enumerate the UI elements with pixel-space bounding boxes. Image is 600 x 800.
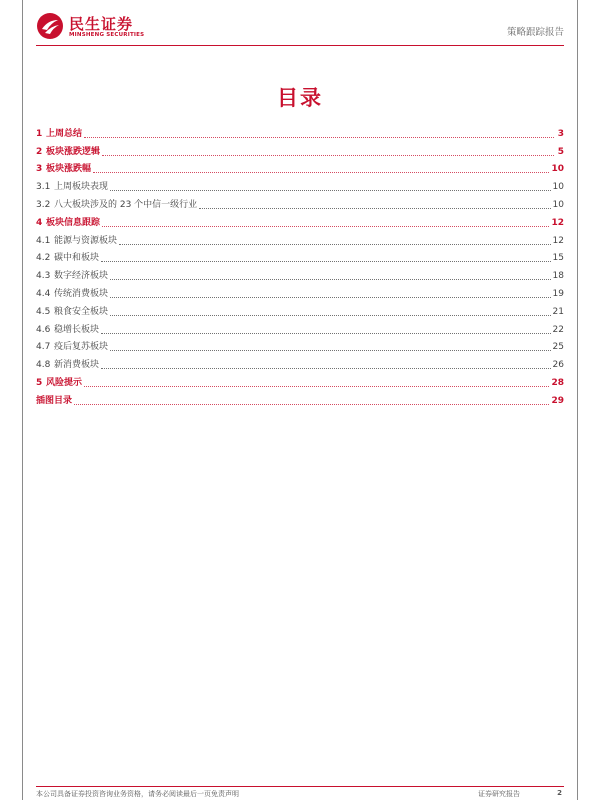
toc-dot-leader — [102, 226, 549, 227]
toc-dot-leader — [110, 297, 551, 298]
toc-entry-page: 15 — [552, 253, 564, 264]
toc-entry-number: 4.2 — [36, 253, 51, 264]
toc-entry-number: 4.6 — [36, 324, 51, 335]
toc-entry-number: 1 — [36, 128, 43, 139]
toc-entry-number: 4.3 — [36, 271, 51, 282]
toc-entry-page: 12 — [552, 235, 564, 246]
toc-dot-leader — [84, 386, 549, 387]
toc-entry-label: 上周板块表现 — [54, 182, 109, 193]
toc-entry-page: 18 — [552, 271, 564, 282]
toc-entry-label: 板块信息跟踪 — [46, 217, 101, 228]
report-type-label: 策略跟踪报告 — [506, 27, 564, 38]
toc-entry-label: 数字经济板块 — [54, 271, 109, 282]
toc-entry-page: 25 — [552, 342, 564, 353]
toc-dot-leader — [101, 333, 551, 334]
toc-entry-label: 风险提示 — [46, 377, 83, 388]
toc-entry-number: 5 — [36, 377, 43, 388]
toc-entry-page: 10 — [552, 182, 564, 193]
toc-entry-page: 10 — [552, 199, 564, 210]
toc-entry-label: 稳增长板块 — [54, 324, 100, 335]
toc-entry-page: 5 — [557, 146, 564, 157]
toc-entry-page: 28 — [551, 377, 564, 388]
page-header — [36, 10, 564, 44]
toc-entry-label: 传统消费板块 — [54, 288, 109, 299]
toc-entry[interactable] — [36, 158, 564, 176]
toc-entry[interactable] — [36, 193, 564, 211]
toc-entry[interactable] — [36, 211, 564, 229]
toc-entry[interactable] — [36, 175, 564, 193]
toc-title: 目录 — [277, 86, 323, 110]
toc-entry-page: 29 — [551, 395, 564, 406]
toc-entry-page: 21 — [552, 306, 564, 317]
toc-entry-label: 八大板块涉及的 23 个中信一级行业 — [54, 199, 198, 210]
toc-entry[interactable] — [36, 371, 564, 389]
toc-entry-page: 19 — [552, 288, 564, 299]
toc-entry-number: 4.8 — [36, 360, 51, 371]
toc-entry[interactable] — [36, 282, 564, 300]
toc-entry-label: 插图目录 — [36, 395, 73, 406]
toc-entry-number: 3 — [36, 164, 43, 175]
toc-dot-leader — [74, 404, 549, 405]
toc-dot-leader — [110, 279, 551, 280]
toc-entry-label: 板块涨跌幅 — [46, 164, 92, 175]
toc-entry-number: 4.1 — [36, 235, 51, 246]
toc-entry[interactable] — [36, 229, 564, 247]
toc-entry-label: 碳中和板块 — [54, 253, 100, 264]
toc-entry[interactable] — [36, 389, 564, 407]
toc-entry[interactable] — [36, 336, 564, 354]
company-logo — [36, 12, 156, 42]
footer-disclaimer: 本公司具备证券投资咨询业务资格，请务必阅读最后一页免责声明 — [36, 790, 239, 798]
header-divider — [36, 45, 564, 46]
toc-dot-leader — [101, 368, 551, 369]
toc-entry-page: 12 — [551, 217, 564, 228]
toc-entry[interactable] — [36, 264, 564, 282]
toc-dot-leader — [110, 350, 551, 351]
page-number: 2 — [557, 789, 562, 797]
toc-entry[interactable] — [36, 300, 564, 318]
toc-dot-leader — [93, 172, 549, 173]
toc-entry-page: 22 — [552, 324, 564, 335]
footer-report-label: 证券研究报告 — [478, 790, 520, 798]
toc-dot-leader — [119, 244, 551, 245]
toc-entry-number: 4.5 — [36, 306, 51, 317]
toc-dot-leader — [84, 137, 554, 138]
toc-entry-label: 上周总结 — [46, 128, 83, 139]
toc-dot-leader — [101, 261, 551, 262]
toc-entry[interactable] — [36, 353, 564, 371]
toc-dot-leader — [110, 315, 551, 316]
toc-entry-label: 板块涨跌逻辑 — [46, 146, 101, 157]
toc-entry-label: 粮食安全板块 — [54, 306, 109, 317]
toc-entry-label: 疫后复苏板块 — [54, 342, 109, 353]
toc-entry-number: 4 — [36, 217, 43, 228]
toc-entry-label: 能源与资源板块 — [54, 235, 118, 246]
toc-entry-number: 4.7 — [36, 342, 51, 353]
toc-entry[interactable] — [36, 247, 564, 265]
logo-english-name: MINSHENG SECURITIES — [69, 32, 145, 38]
logo-chinese-name: 民生证券 — [69, 15, 134, 33]
toc-entry-page: 10 — [551, 164, 564, 175]
toc-entry-number: 2 — [36, 146, 43, 157]
toc-dot-leader — [199, 208, 550, 209]
toc-entry-page: 26 — [552, 360, 564, 371]
toc-entry[interactable] — [36, 318, 564, 336]
toc-entry-number: 4.4 — [36, 288, 51, 299]
toc-entry-number: 3.1 — [36, 182, 51, 193]
toc-entry[interactable] — [36, 122, 564, 140]
minsheng-logo-icon — [36, 12, 64, 40]
footer-divider — [36, 786, 564, 787]
page-footer — [36, 789, 564, 800]
toc-entry-page: 3 — [557, 128, 564, 139]
toc-dot-leader — [110, 190, 551, 191]
toc-dot-leader — [102, 155, 554, 156]
toc-entry[interactable] — [36, 140, 564, 158]
toc-entry-number: 3.2 — [36, 199, 51, 210]
toc-entry-label: 新消费板块 — [54, 360, 100, 371]
table-of-contents — [36, 122, 564, 407]
